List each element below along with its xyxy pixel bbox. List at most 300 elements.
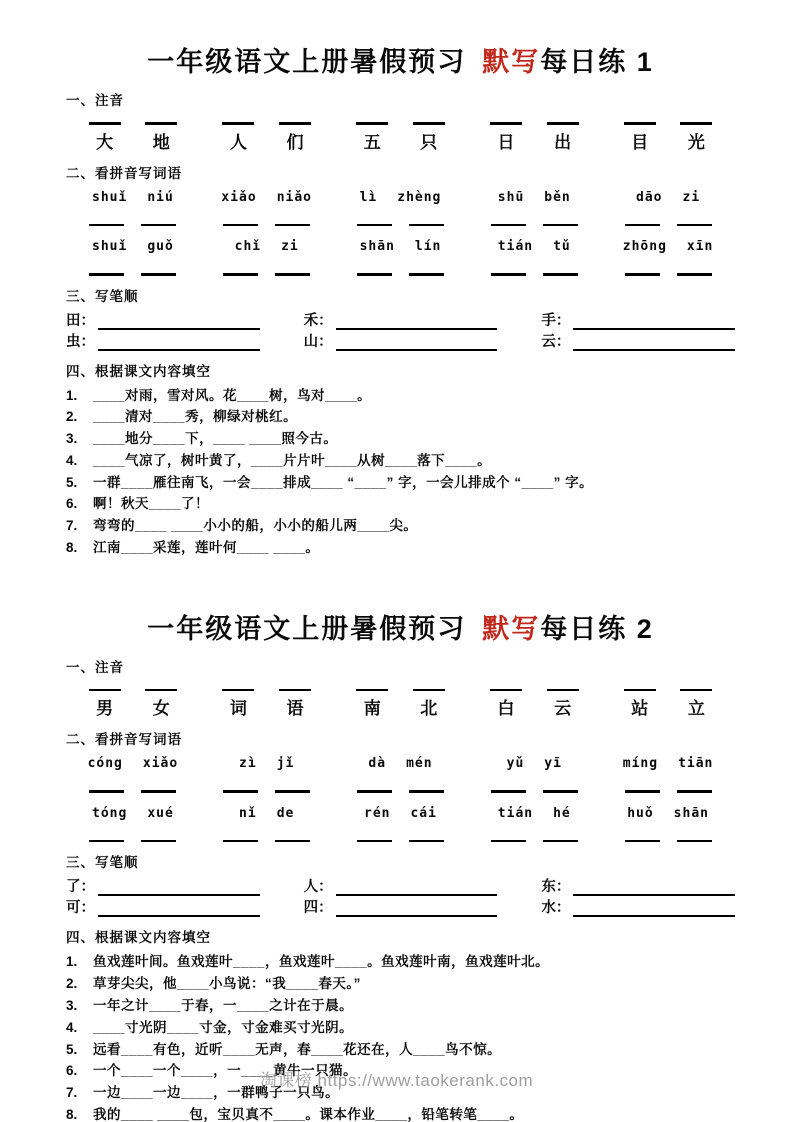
fill-item [66, 472, 735, 494]
pinyin-syllable: tián [497, 239, 534, 254]
title-suffix: 每日练 1 [540, 47, 654, 77]
answer-blank-pair [601, 790, 735, 793]
zhuyin-cell [488, 689, 524, 720]
answer-line [89, 273, 124, 276]
zhuyin-char: 语 [286, 699, 304, 719]
answer-line [275, 273, 310, 276]
zhuyin-pair [200, 689, 334, 720]
pinyin-word [334, 756, 468, 771]
pinyin-word [66, 190, 200, 205]
pinyin-syllable: dāo [636, 189, 663, 205]
zhuyin-char: 南 [363, 699, 381, 719]
fill-item [66, 1104, 735, 1122]
item-text: 啊！秋天____了！ [93, 496, 210, 512]
stroke-item [66, 330, 260, 351]
pinyin-syllable: zì [239, 756, 257, 772]
zhuyin-cell [354, 122, 390, 153]
zhuyin-char: 北 [420, 699, 438, 719]
answer-blank-pair [601, 224, 735, 227]
answer-line [222, 689, 254, 692]
answer-line [491, 790, 526, 793]
stroke-row [66, 896, 735, 917]
pinyin-row [66, 756, 735, 771]
zhuyin-cell [277, 122, 313, 153]
item-text: 远看____有色，近听____无声，春____花还在，人____鸟不惊。 [93, 1041, 502, 1057]
pinyin-row [66, 190, 735, 205]
pinyin-syllable: huǒ [627, 805, 654, 821]
answer-line [141, 840, 176, 843]
stroke-row [66, 309, 735, 330]
answer-line [413, 689, 445, 692]
answer-line [275, 790, 310, 793]
stroke-char: 手： [541, 312, 571, 329]
item-text: 一边____一边____，一群鸭子一只鸟。 [93, 1085, 340, 1101]
answer-line [357, 790, 392, 793]
pinyin-word [66, 756, 200, 771]
worksheet-2 [0, 559, 793, 1122]
pinyin-syllable: zhèng [397, 189, 442, 205]
answer-line [356, 689, 388, 692]
answer-line [624, 689, 656, 692]
answer-blank-row [66, 790, 735, 793]
pinyin-syllable: míng [622, 756, 659, 772]
answer-blank-pair [334, 273, 468, 276]
answer-blank-pair [66, 840, 200, 843]
answer-line [89, 689, 121, 692]
answer-line [275, 224, 310, 227]
pinyin-row [66, 239, 735, 254]
answer-line [680, 122, 712, 125]
zhuyin-row [66, 122, 735, 153]
stroke-item [66, 309, 260, 330]
stroke-row [66, 875, 735, 896]
pinyin-word [601, 756, 735, 771]
stroke-char: 四： [303, 900, 333, 917]
answer-line [625, 840, 660, 843]
pinyin-syllable: hé [553, 805, 571, 821]
fill-item [66, 493, 735, 515]
answer-line [625, 224, 660, 227]
stroke-char: 虫： [66, 333, 95, 350]
fill-item [66, 973, 735, 995]
zhuyin-row [66, 689, 735, 720]
answer-line [625, 273, 660, 276]
section-zhuyin-label: 一、注音 [66, 93, 124, 108]
zhuyin-char: 目 [631, 132, 649, 152]
stroke-char: 田： [66, 312, 95, 329]
item-text: ____寸光阴____寸金，寸金难买寸光阴。 [93, 1019, 354, 1035]
pinyin-syllable: zi [682, 189, 701, 205]
zhuyin-pair [601, 689, 735, 720]
stroke-item [66, 875, 260, 896]
item-number: 5. [66, 1041, 78, 1057]
pinyin-syllable: zhōng [622, 239, 667, 254]
stroke-item [304, 875, 498, 896]
pinyin-word [601, 239, 735, 254]
answer-line [89, 790, 124, 793]
title-suffix: 每日练 2 [540, 613, 654, 644]
item-number: 6. [66, 1063, 78, 1079]
item-text: ____地分____下，____ ____照今古。 [93, 431, 338, 447]
pinyin-syllable: xiǎo [142, 756, 179, 772]
stroke-char: 云： [541, 333, 571, 350]
worksheet-1-title [66, 44, 735, 80]
stroke-item [541, 896, 735, 917]
answer-line [89, 122, 121, 125]
stroke-item [541, 875, 735, 896]
answer-line [222, 122, 254, 125]
answer-line [98, 881, 260, 896]
answer-line [223, 840, 258, 843]
pinyin-syllable: de [276, 805, 295, 821]
zhuyin-char: 男 [96, 699, 114, 719]
section-zhuyin-label: 一、注音 [66, 659, 124, 675]
pinyin-word [467, 756, 601, 771]
pinyin-syllable: guǒ [147, 239, 174, 254]
fill-item [66, 951, 735, 973]
stroke-char: 山： [303, 333, 333, 350]
item-number: 4. [66, 452, 78, 468]
pinyin-word [66, 806, 200, 821]
answer-blank-pair [467, 273, 601, 276]
zhuyin-pair [467, 689, 601, 720]
pinyin-word [200, 806, 334, 821]
zhuyin-cell [220, 689, 256, 720]
zhuyin-cell [411, 122, 447, 153]
zhuyin-cell [220, 122, 256, 153]
zhuyin-char: 站 [631, 699, 649, 719]
pinyin-syllable: běn [544, 189, 571, 205]
answer-line [275, 840, 310, 843]
zhuyin-char: 立 [687, 699, 705, 719]
zhuyin-cell [545, 122, 581, 153]
pinyin-word [467, 806, 601, 821]
item-text: 我的____ ____包，宝贝真不____。课本作业____，铅笔转笔____。 [93, 1106, 524, 1122]
zhuyin-char: 只 [420, 132, 438, 152]
zhuyin-pair [467, 122, 601, 153]
item-text: ____清对____秀，柳绿对桃红。 [93, 409, 298, 425]
fill-item [66, 1017, 735, 1039]
zhuyin-char: 出 [554, 132, 572, 152]
pinyin-syllable: shū [497, 189, 525, 205]
item-number: 4. [66, 1019, 78, 1035]
worksheet-2-title [66, 611, 735, 647]
zhuyin-char: 女 [152, 699, 170, 719]
pinyin-syllable: cái [410, 805, 437, 821]
stroke-char: 禾： [303, 312, 333, 329]
section-stroke-label: 三、写笔顺 [66, 288, 139, 304]
pinyin-syllable: xīn [686, 239, 714, 254]
answer-blank-pair [467, 790, 601, 793]
zhuyin-cell [622, 122, 658, 153]
zhuyin-pair [66, 122, 200, 153]
fill-list [66, 951, 735, 1122]
zhuyin-pair [334, 689, 468, 720]
item-number: 7. [66, 1085, 78, 1101]
zhuyin-char: 大 [96, 132, 114, 152]
answer-blank-pair [66, 273, 200, 276]
pinyin-syllable: tiān [678, 756, 714, 772]
pinyin-word [601, 190, 735, 205]
title-highlight: 默写 [482, 613, 541, 644]
answer-line [356, 122, 388, 125]
item-text: 一年之计____于春，一____之计在于晨。 [93, 997, 354, 1013]
stroke-item [541, 309, 735, 330]
answer-line [141, 790, 176, 793]
answer-line [677, 273, 712, 276]
zhuyin-pair [66, 689, 200, 720]
section-fill-label: 四、根据课文内容填空 [66, 930, 211, 946]
pinyin-word [467, 239, 601, 254]
item-number: 5. [66, 474, 78, 490]
answer-blank-pair [200, 840, 334, 843]
answer-line [624, 122, 656, 125]
pinyin-syllable: dà [368, 756, 387, 772]
zhuyin-cell [678, 122, 714, 153]
pinyin-syllable: tóng [92, 805, 128, 821]
answer-blank-row [66, 840, 735, 843]
pinyin-word [66, 239, 200, 254]
zhuyin-char: 人 [229, 132, 247, 152]
fill-item [66, 385, 735, 407]
answer-blank-row [66, 224, 735, 227]
answer-line [409, 273, 444, 276]
pinyin-syllable: zi [281, 239, 299, 254]
stroke-char: 可： [66, 900, 95, 917]
answer-line [357, 273, 392, 276]
pinyin-syllable: cóng [87, 756, 123, 772]
answer-line [573, 336, 735, 351]
pinyin-syllable: nǐ [239, 805, 257, 821]
zhuyin-cell [87, 122, 123, 153]
pinyin-word [334, 239, 468, 254]
zhuyin-cell [411, 689, 447, 720]
zhuyin-char: 云 [554, 699, 572, 719]
answer-line [223, 273, 258, 276]
fill-item [66, 1039, 735, 1061]
answer-blank-pair [334, 224, 468, 227]
zhuyin-cell [143, 689, 179, 720]
zhuyin-pair [601, 122, 735, 153]
answer-blank-pair [66, 790, 200, 793]
pinyin-syllable: xiǎo [221, 189, 257, 205]
stroke-item [304, 896, 498, 917]
zhuyin-pair [334, 122, 468, 153]
pinyin-syllable: mén [406, 756, 433, 772]
answer-blank-pair [601, 840, 735, 843]
zhuyin-cell [622, 689, 658, 720]
pinyin-syllable: lì [359, 189, 378, 205]
answer-line [547, 689, 579, 692]
pinyin-syllable: lín [414, 239, 442, 254]
answer-blank-pair [334, 790, 468, 793]
answer-line [89, 840, 124, 843]
item-text: ____气凉了，树叶黄了，____片片叶____从树____落下____。 [93, 452, 492, 468]
item-text: 鱼戏莲叶间。鱼戏莲叶____，鱼戏莲叶____。鱼戏莲叶南，鱼戏莲叶北。 [93, 954, 550, 970]
answer-line [490, 689, 522, 692]
pinyin-syllable: yǔ [506, 756, 525, 772]
answer-blank-row [66, 273, 735, 276]
zhuyin-cell [277, 689, 313, 720]
answer-line [625, 790, 660, 793]
answer-line [141, 273, 176, 276]
answer-line [543, 224, 578, 227]
answer-blank-pair [601, 273, 735, 276]
pinyin-syllable: xué [147, 805, 174, 821]
item-text: 一个____一个____，一____黄牛一只猫。 [93, 1063, 358, 1079]
stroke-item [66, 896, 260, 917]
pinyin-word [467, 190, 601, 205]
item-number: 8. [66, 1106, 78, 1122]
zhuyin-char: 白 [497, 699, 515, 719]
answer-blank-pair [200, 273, 334, 276]
answer-line [336, 336, 498, 351]
fill-item [66, 428, 735, 450]
fill-item [66, 995, 735, 1017]
zhuyin-cell [545, 689, 581, 720]
pinyin-syllable: yī [544, 756, 562, 772]
stroke-row [66, 330, 735, 351]
answer-blank-pair [200, 224, 334, 227]
title-highlight: 默写 [482, 47, 541, 77]
answer-line [89, 224, 124, 227]
pinyin-syllable: rén [364, 805, 391, 821]
item-number: 1. [66, 954, 78, 970]
pinyin-syllable: tǔ [553, 239, 571, 254]
zhuyin-cell [143, 122, 179, 153]
answer-line [573, 902, 735, 917]
pinyin-word [334, 806, 468, 821]
zhuyin-char: 五 [363, 132, 381, 152]
stroke-item [304, 309, 498, 330]
answer-line [357, 840, 392, 843]
answer-blank-pair [467, 224, 601, 227]
pinyin-syllable: tián [497, 805, 534, 821]
item-number: 8. [66, 540, 78, 556]
item-number: 6. [66, 496, 78, 512]
answer-line [680, 689, 712, 692]
zhuyin-char: 日 [497, 132, 515, 152]
item-number: 3. [66, 997, 78, 1013]
stroke-item [304, 330, 498, 351]
zhuyin-char: 地 [152, 132, 170, 152]
pinyin-row [66, 806, 735, 821]
pinyin-syllable: shuǐ [92, 189, 128, 205]
answer-line [491, 273, 526, 276]
answer-line [223, 224, 258, 227]
watermark-footer: 淘课榜 https://www.taokerank.com [259, 1071, 534, 1090]
section-stroke-label: 三、写笔顺 [66, 855, 139, 871]
answer-line [409, 790, 444, 793]
item-text: 江南____采莲，莲叶何____ ____。 [93, 540, 320, 556]
title-prefix: 一年级语文上册暑假预习 [147, 613, 467, 644]
pinyin-syllable: niú [147, 189, 174, 205]
answer-line [141, 224, 176, 227]
answer-line [98, 336, 260, 351]
zhuyin-char: 光 [687, 132, 705, 152]
answer-blank-pair [200, 790, 334, 793]
stroke-section [66, 875, 735, 917]
zhuyin-char: 们 [286, 132, 304, 152]
section-pinyin-label: 二、看拼音写词语 [66, 165, 182, 181]
answer-line [491, 224, 526, 227]
fill-item [66, 450, 735, 472]
answer-line [336, 315, 498, 330]
stroke-item [541, 330, 735, 351]
pinyin-syllable: niǎo [276, 189, 312, 205]
answer-line [409, 840, 444, 843]
answer-line [336, 902, 498, 917]
answer-line [98, 902, 260, 917]
answer-line [543, 790, 578, 793]
answer-blank-pair [66, 224, 200, 227]
answer-line [573, 881, 735, 896]
worksheet-1 [0, 0, 793, 559]
zhuyin-cell [678, 689, 714, 720]
answer-line [543, 840, 578, 843]
answer-line [543, 273, 578, 276]
fill-item [66, 537, 735, 559]
item-text: 草芽尖尖，他____小鸟说：“我____春天。” [93, 976, 361, 992]
item-text: 弯弯的____ ____小小的船，小小的船儿两____尖。 [93, 518, 418, 534]
zhuyin-char: 词 [229, 699, 247, 719]
answer-line [223, 790, 258, 793]
pinyin-word [200, 239, 334, 254]
stroke-char: 水： [541, 900, 571, 917]
pinyin-word [200, 190, 334, 205]
pinyin-syllable: chǐ [234, 239, 262, 254]
answer-line [490, 122, 522, 125]
item-number: 1. [66, 387, 78, 403]
answer-blank-pair [467, 840, 601, 843]
answer-line [145, 689, 177, 692]
answer-line [413, 122, 445, 125]
answer-line [409, 224, 444, 227]
stroke-char: 了： [66, 879, 95, 896]
fill-list [66, 385, 735, 559]
pinyin-syllable: shuǐ [92, 239, 128, 254]
answer-line [573, 315, 735, 330]
pinyin-syllable: jǐ [276, 756, 295, 772]
item-number: 2. [66, 976, 78, 992]
answer-line [279, 689, 311, 692]
zhuyin-cell [488, 122, 524, 153]
answer-line [98, 315, 260, 330]
fill-item [66, 515, 735, 537]
answer-blank-pair [334, 840, 468, 843]
pinyin-syllable: shān [359, 239, 395, 254]
pinyin-word [200, 756, 334, 771]
stroke-section [66, 309, 735, 351]
zhuyin-cell [87, 689, 123, 720]
item-number: 3. [66, 431, 78, 447]
answer-line [491, 840, 526, 843]
title-prefix: 一年级语文上册暑假预习 [147, 47, 467, 77]
fill-item [66, 406, 735, 428]
section-fill-label: 四、根据课文内容填空 [66, 363, 211, 379]
answer-line [677, 840, 712, 843]
answer-line [547, 122, 579, 125]
pinyin-word [601, 806, 735, 821]
section-pinyin-label: 二、看拼音写词语 [66, 732, 182, 748]
answer-line [145, 122, 177, 125]
answer-line [279, 122, 311, 125]
item-text: ____对雨，雪对风。花____树，鸟对____。 [93, 387, 372, 403]
zhuyin-pair [200, 122, 334, 153]
zhuyin-cell [354, 689, 390, 720]
pinyin-word [334, 190, 468, 205]
answer-line [677, 224, 712, 227]
